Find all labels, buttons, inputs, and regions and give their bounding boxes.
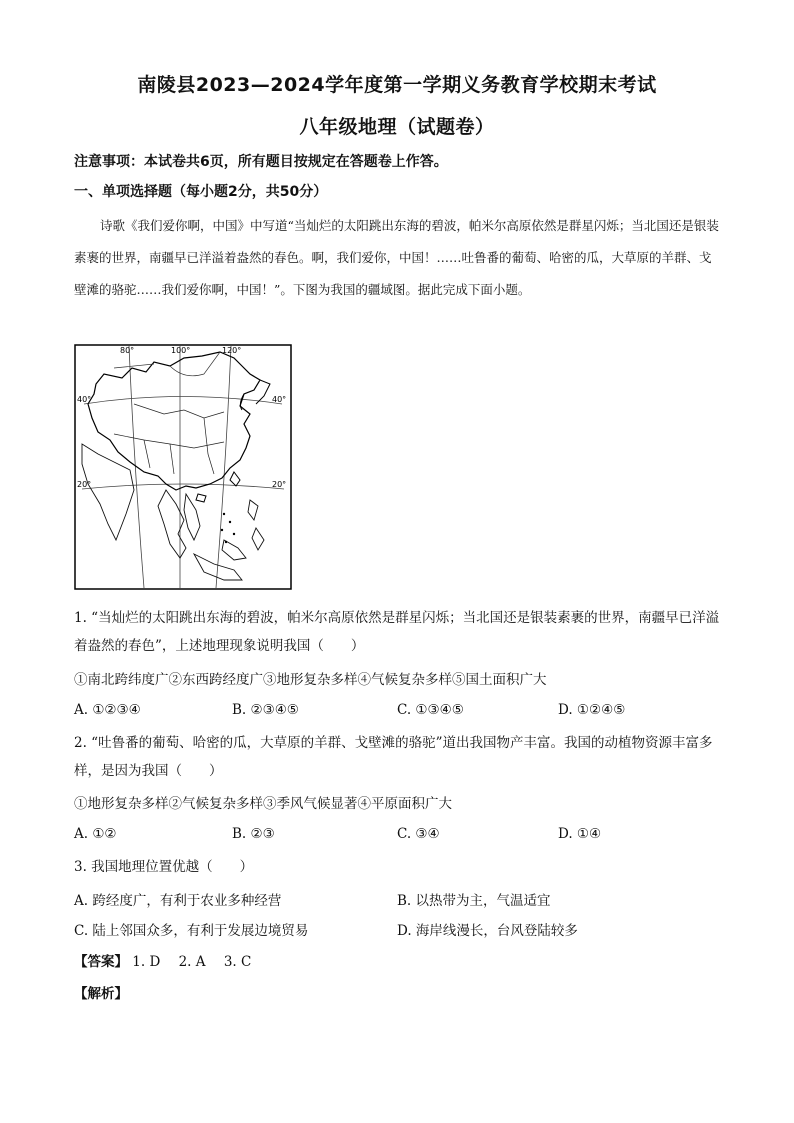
- question-3-stem: 3. 我国地理位置优越（ ）: [74, 859, 254, 875]
- china-territory-map: [74, 344, 292, 590]
- answer-line: [74, 950, 251, 970]
- lat-label-left-20: 20°: [77, 480, 92, 489]
- question-2-items: ①地形复杂多样②气候复杂多样③季风气候显著④平原面积广大: [74, 796, 452, 812]
- question-3-options-row2: [74, 919, 722, 941]
- question-2-options: [74, 826, 722, 848]
- option-b[interactable]: B. 以热带为主，气温适宜: [397, 893, 551, 909]
- option-b[interactable]: B. ②③: [232, 826, 275, 842]
- lon-label-80: 80°: [120, 346, 135, 355]
- option-b[interactable]: B. ②③④⑤: [232, 702, 299, 718]
- question-1-items: ①南北跨纬度广②东西跨经度广③地形复杂多样④气候复杂多样⑤国土面积广大: [74, 672, 547, 688]
- answer-label: 【答案】: [74, 954, 128, 970]
- question-1-stem: 1. “当灿烂的太阳跳出东海的碧波，帕米尔高原依然是群星闪烁；当北国还是银装素裹的世界，南疆早已洋溢着盎然的春色”，上述地理现象说明我国（ ）: [74, 610, 720, 654]
- option-d[interactable]: D. ①④: [558, 826, 602, 842]
- section-heading: 一、单项选择题（每小题2分，共50分）: [74, 184, 328, 200]
- option-c[interactable]: C. 陆上邻国众多，有利于发展边境贸易: [74, 923, 309, 939]
- option-a[interactable]: A. ①②③④: [74, 702, 141, 718]
- notice-text: 注意事项：本试卷共6页，所有题目按规定在答题卷上作答。: [74, 154, 448, 170]
- analysis-label: 【解析】: [74, 986, 128, 1002]
- lat-label-right-20: 20°: [272, 480, 287, 489]
- exam-title: 南陵县2023—2024学年度第一学期义务教育学校期末考试: [137, 74, 657, 96]
- question-3-options-row1: [74, 889, 722, 911]
- question-1-options: [74, 702, 722, 724]
- question-2-stem: 2. “吐鲁番的葡萄、哈密的瓜，大草原的羊群、戈壁滩的骆驼”道出我国物产丰富。我国的动植物资源丰富多样，是因为我国（ ）: [74, 735, 713, 779]
- option-d[interactable]: D. ①②④⑤: [558, 702, 626, 718]
- option-d[interactable]: D. 海岸线漫长，台风登陆较多: [397, 923, 578, 939]
- option-a[interactable]: A. 跨经度广，有利于农业多种经营: [74, 893, 282, 909]
- answer-item: 1. D: [132, 954, 161, 970]
- intro-passage: 诗歌《我们爱你啊，中国》中写道“当灿烂的太阳跳出东海的碧波，帕米尔高原依然是群星闪烁；当北国还是银装素裹的世界，南疆早已洋溢着盎然的春色。啊，我们爱你，中国！……吐鲁番的葡萄、哈密的瓜，大草原的羊群、戈壁滩的骆驼……我们爱你啊，中国！”。下图为我国的疆域图。据此完成下面小题。: [74, 218, 719, 297]
- answer-item: 3. C: [223, 954, 252, 970]
- option-c[interactable]: C. ③④: [397, 826, 440, 842]
- lat-label-left-40: 40°: [77, 395, 92, 404]
- lon-label-100: 100°: [171, 346, 191, 355]
- option-c[interactable]: C. ①③④⑤: [397, 702, 464, 718]
- option-a[interactable]: A. ①②: [74, 826, 117, 842]
- exam-subtitle: 八年级地理（试题卷）: [299, 116, 495, 138]
- lat-label-right-40: 40°: [272, 395, 287, 404]
- analysis-line: [74, 982, 128, 1002]
- map-drawing: [74, 344, 292, 590]
- answer-item: 2. A: [178, 954, 206, 970]
- lon-label-120: 120°: [222, 346, 242, 355]
